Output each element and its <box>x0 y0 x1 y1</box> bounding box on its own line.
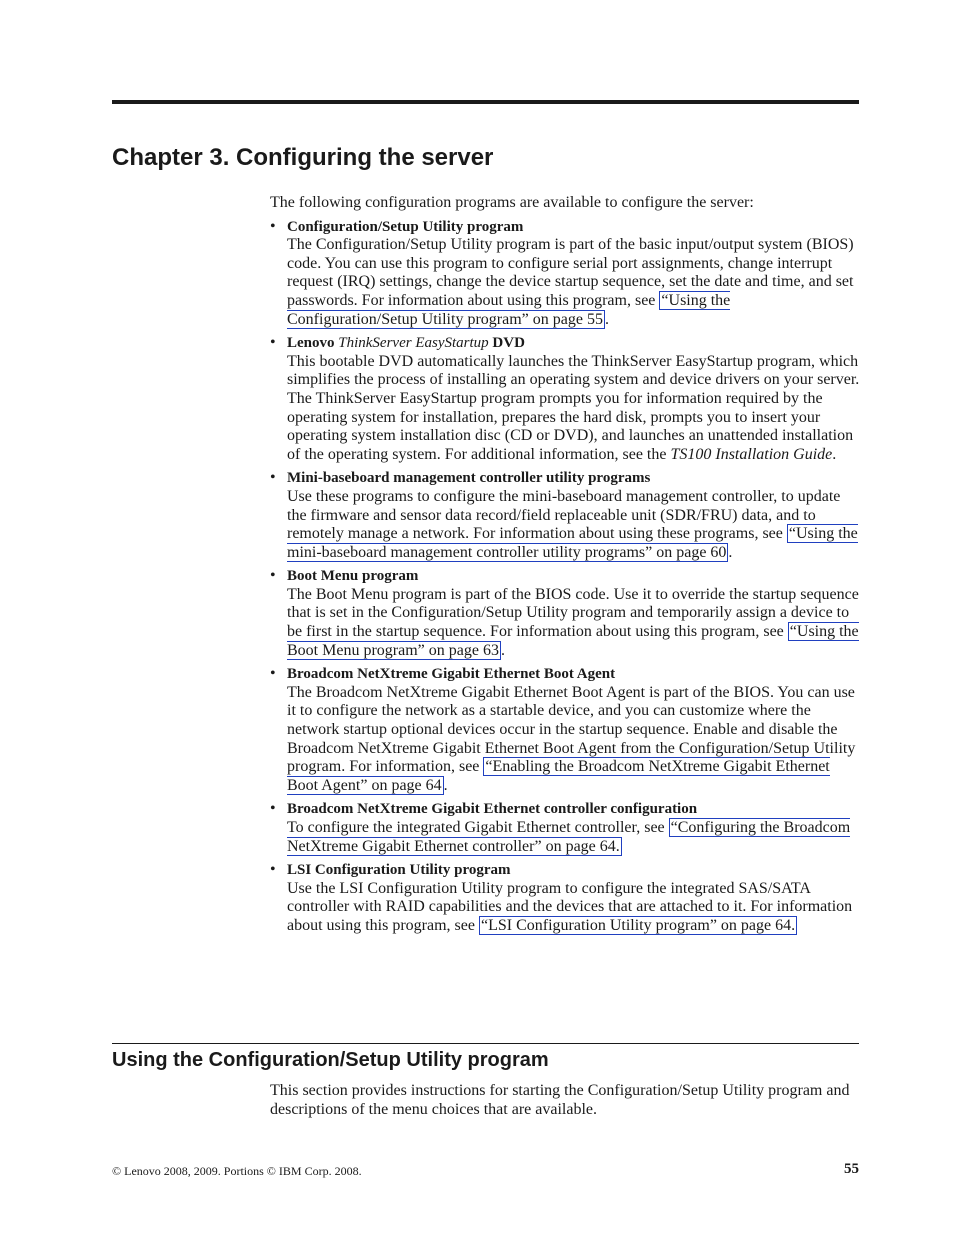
item-description: The Broadcom NetXtreme Gigabit Ethernet Boot Agent is part of the BIOS. You can use it to configure the network as a startable device, and you can customize where the network startup optional devices occur in the startup sequence. Enable and disable the Broadcom NetXtreme Gigabit Ethernet Boot Agent from the Configuration/Setup Utility program. For information, see “Enabling the Broadcom NetXtreme Gigabit Ethernet Boot Agent” on page 64 . <box>287 683 856 794</box>
bullet: • <box>270 334 276 352</box>
item-description: The Boot Menu program is part of the BIOS code. Use it to override the startup sequence that is set in the Configuration/Setup Utility program and temporarily assign a device to be first in the startup sequence. For information about using this program, see “Using the Boot Menu program” on page 63 . <box>287 585 859 659</box>
list-item <box>270 665 860 795</box>
item-description: Use the LSI Configuration Utility program to configure the integrated SAS/SATA controller with RAID capabilities and the devices that are attached to it. For information about using this program, see “LSI Configuration Utility program” on page 64. <box>287 879 853 934</box>
list-item <box>270 800 860 856</box>
bullet: • <box>270 567 276 585</box>
bullet: • <box>270 469 276 487</box>
intro-block <box>270 194 860 936</box>
cross-reference-link[interactable]: “Using the mini-baseboard management controller utility programs” on page 60 <box>287 525 858 561</box>
cross-reference-link[interactable]: “Configuring the Broadcom NetXtreme Gigabit Ethernet controller” on page 64. <box>287 819 851 855</box>
cross-reference-link[interactable]: “Enabling the Broadcom NetXtreme Gigabit Ethernet Boot Agent” on page 64 <box>287 758 830 794</box>
item-title: Broadcom NetXtreme Gigabit Ethernet controller configuration <box>287 801 698 818</box>
item-description: Use these programs to configure the mini-baseboard management controller, to update the firmware and sensor data record/field replaceable unit (SDR/FRU) data, and to remotely manage a network. For information about using these programs, see “Using the mini-baseboard management controller utility programs” on page 60 . <box>287 487 858 561</box>
bullet: • <box>270 861 276 879</box>
item-title: Broadcom NetXtreme Gigabit Ethernet Boot Agent <box>287 666 616 683</box>
guide-title: TS100 Installation Guide <box>670 445 833 463</box>
list-item <box>270 469 860 562</box>
cross-reference-link[interactable]: “LSI Configuration Utility program” on page 64. <box>480 916 796 934</box>
footer-copyright: © Lenovo 2008, 2009. Portions © IBM Corp. 2008. <box>112 1164 362 1178</box>
chapter-top-rule <box>112 100 859 104</box>
cross-reference-link[interactable]: “Using the Configuration/Setup Utility program” on page 55 <box>287 291 731 328</box>
item-title: LSI Configuration Utility program <box>287 862 511 879</box>
bullet: • <box>270 800 276 818</box>
list-item <box>270 334 860 464</box>
item-title: Lenovo ThinkServer EasyStartup DVD <box>287 335 525 352</box>
page-number: 55 <box>844 1161 859 1177</box>
bullet: • <box>270 217 276 235</box>
list-item <box>270 218 860 330</box>
chapter-title: Chapter 3. Configuring the server <box>112 144 494 171</box>
intro-text: The following configuration programs are available to configure the server: <box>270 194 754 211</box>
program-list <box>270 218 860 936</box>
section-text: This section provides instructions for starting the Configuration/Setup Utility program and descriptions of the menu choices that are available. <box>270 1082 850 1118</box>
item-title: Configuration/Setup Utility program <box>287 218 524 235</box>
item-description: The Configuration/Setup Utility program is part of the basic input/output system (BIOS) code. You can use this program to configure serial port assignments, change interrupt request (IRQ) settings, change the device startup sequence, set the date and time, and set passwords. For information about using this program, see “Using the Configuration/Setup Utility program” on page 55 . <box>287 236 854 328</box>
bullet: • <box>270 665 276 683</box>
item-description: To configure the integrated Gigabit Ethernet controller, see “Configuring the Broadcom NetXtreme Gigabit Ethernet controller” on page 64. <box>287 819 851 855</box>
item-title: Boot Menu program <box>287 568 419 585</box>
cross-reference-link[interactable]: “Using the Boot Menu program” on page 63 <box>287 623 859 659</box>
item-description: This bootable DVD automatically launches the ThinkServer EasyStartup program, which simplifies the process of installing an operating system and device drivers on your server. The ThinkServer EasyStartup program prompts you for information required by the operating system for installation, prepares the hard disk, prompts you to insert your operating system installation disc (CD or DVD), and launches an unattended installation of the operating system. For additional information, see the TS100 Installation Guide. <box>287 352 860 463</box>
section-title: Using the Configuration/Setup Utility program <box>112 1049 549 1071</box>
item-title: Mini-baseboard management controller utility programs <box>287 470 651 487</box>
list-item <box>270 567 860 660</box>
section-body <box>270 1082 860 1119</box>
section-rule <box>112 1043 859 1044</box>
list-item <box>270 861 860 935</box>
